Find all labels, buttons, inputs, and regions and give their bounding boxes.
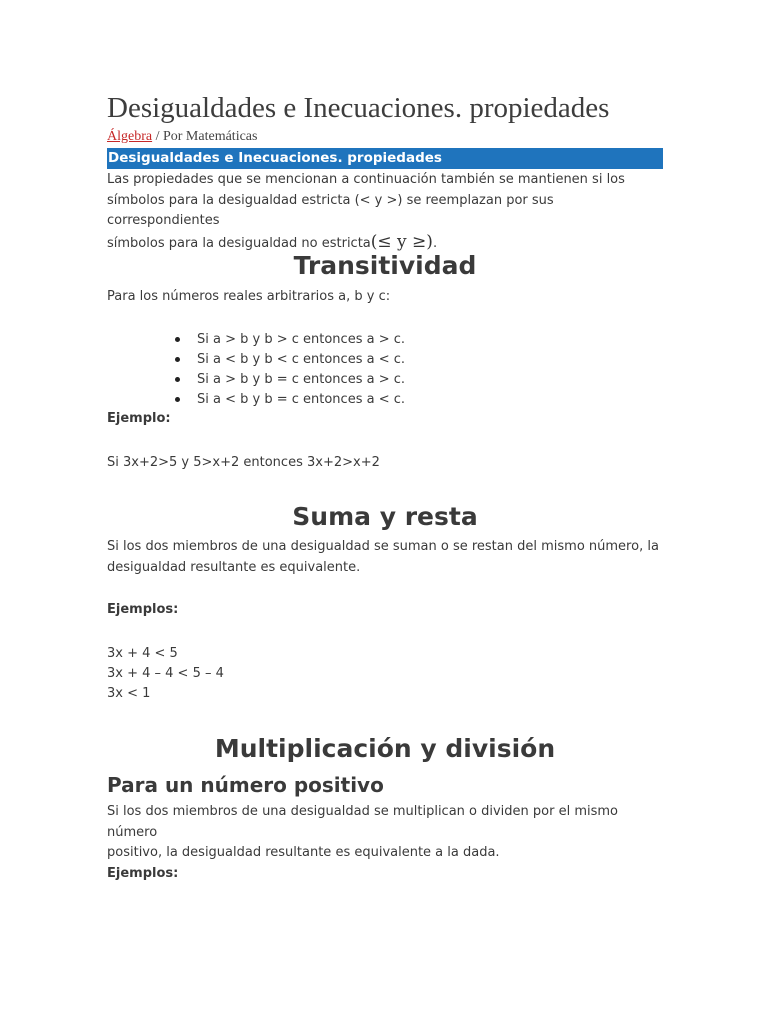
intro-line-1: Las propiedades que se mencionan a continuación también se mantienen si los	[107, 172, 625, 187]
intro-line-3: símbolos para la desigualdad no estricta	[107, 235, 371, 251]
multiplicacion-paragraph	[107, 802, 663, 864]
transitividad-example-label: Ejemplo:	[107, 411, 171, 426]
heading-suma-resta: Suma y resta	[292, 502, 478, 531]
transitividad-example: Si 3x+2>5 y 5>x+2 entonces 3x+2>x+2	[107, 455, 380, 470]
transitividad-text: Para los números reales arbitrarios a, b y c:	[107, 289, 391, 304]
suma-resta-example-3: 3x < 1	[107, 686, 151, 701]
intro-end: .	[432, 235, 438, 251]
list-item: Si a < b y b < c entonces a < c.	[175, 350, 405, 370]
list-item: Si a < b y b = c entonces a < c.	[175, 390, 405, 410]
suma-resta-line-1: Si los dos miembros de una desigualdad se suman o se restan del mismo número, la	[107, 539, 659, 554]
heading-transitividad: Transitividad	[293, 251, 477, 280]
intro-paragraph	[107, 170, 663, 254]
subheading-numero-positivo: Para un número positivo	[107, 773, 384, 797]
intro-line-2: símbolos para la desigualdad estricta (< y >) se reemplazan por sus correspondientes	[107, 192, 554, 228]
intro-math: (≤ y ≥)	[370, 231, 433, 252]
bullet-icon	[175, 337, 180, 342]
bullet-icon	[175, 397, 180, 402]
byline	[107, 129, 257, 145]
suma-resta-example-2: 3x + 4 – 4 < 5 – 4	[107, 666, 224, 681]
list-item: Si a > b y b = c entonces a > c.	[175, 370, 405, 390]
list-item: Si a > b y b > c entonces a > c.	[175, 330, 405, 350]
suma-resta-paragraph	[107, 537, 663, 578]
document-title: Desigualdades e Inecuaciones. propiedades	[107, 92, 610, 124]
section-banner: Desigualdades e Inecuaciones. propiedades	[107, 148, 663, 169]
multiplicacion-line-2: positivo, la desigualdad resultante es equivalente a la dada.	[107, 845, 500, 860]
byline-author: / Por Matemáticas	[152, 129, 258, 144]
bullet-icon	[175, 357, 180, 362]
multiplicacion-examples-label: Ejemplos:	[107, 866, 179, 881]
bullet-icon	[175, 377, 180, 382]
transitividad-list	[175, 330, 405, 410]
heading-multiplicacion: Multiplicación y división	[214, 734, 556, 763]
category-link[interactable]: Álgebra	[107, 129, 153, 144]
suma-resta-line-2: desigualdad resultante es equivalente.	[107, 559, 361, 575]
suma-resta-examples-label: Ejemplos:	[107, 602, 179, 617]
suma-resta-example-1: 3x + 4 < 5	[107, 646, 178, 661]
multiplicacion-line-1: Si los dos miembros de una desigualdad se multiplican o dividen por el mismo número	[107, 804, 619, 840]
